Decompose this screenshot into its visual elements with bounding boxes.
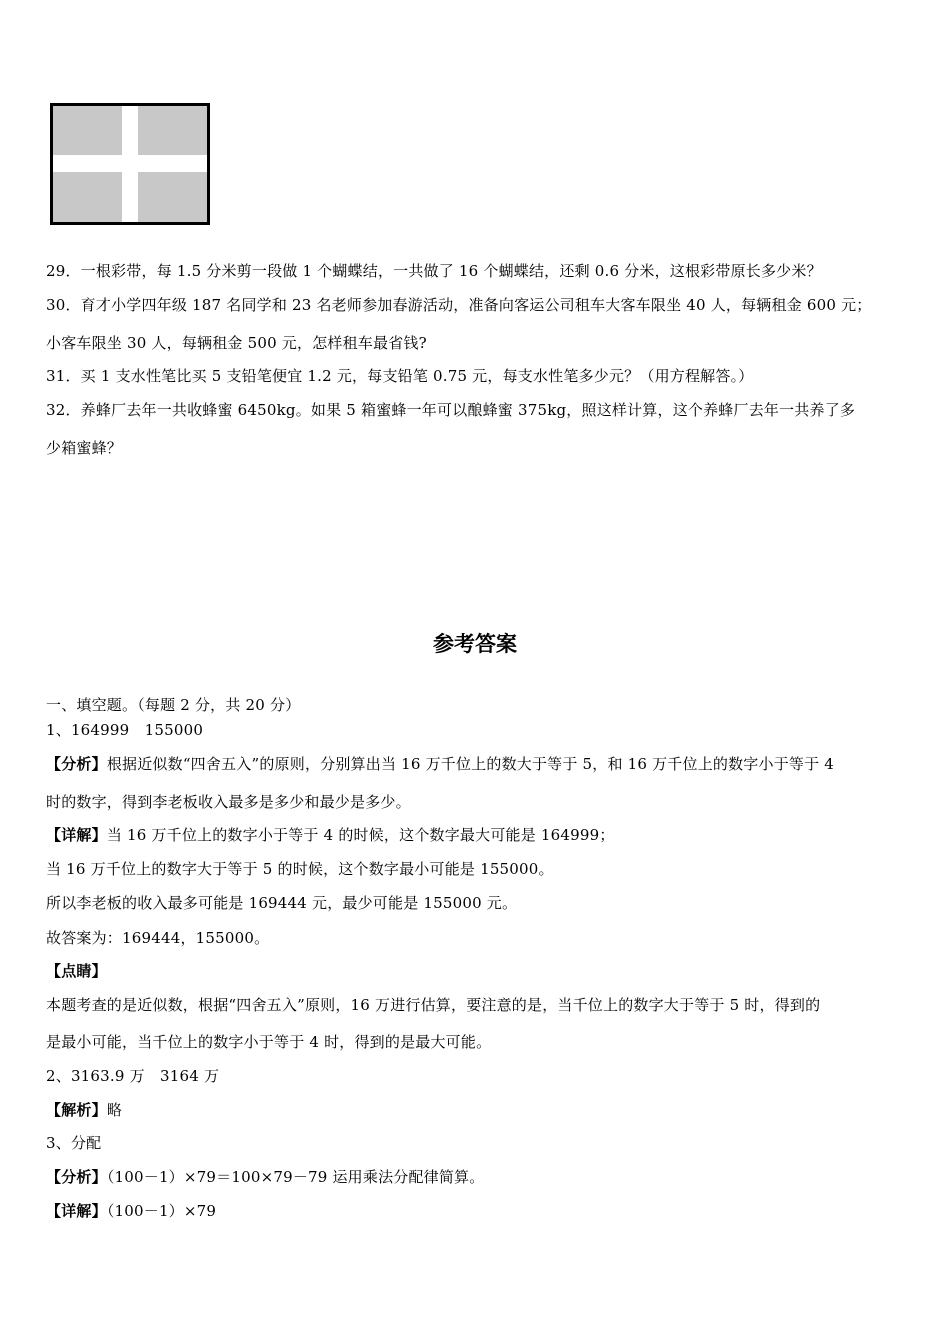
answer-1-detail-line-4: 故答案为：169444，155000。 <box>46 929 270 947</box>
answer-1-detail-line-3: 所以李老板的收入最多可能是 169444 元，最少可能是 155000 元。 <box>46 894 518 912</box>
cross-rectangle-figure <box>50 103 210 225</box>
answer-2-heading: 2、3163.9 万 3164 万 <box>46 1067 220 1085</box>
analysis-tag: 【分析】 <box>46 1168 107 1186</box>
question-30-line-2: 小客车限坐 30 人，每辆租金 500 元，怎样租车最省钱? <box>46 334 427 352</box>
answer-2-analysis <box>46 1101 122 1119</box>
detail-text: （100－1）×79 <box>106 1202 217 1220</box>
answer-1-comment-tag <box>46 962 107 980</box>
analysis-tag: 【分析】 <box>46 755 107 773</box>
answer-1-comment-line-2: 是最小可能，当千位上的数字小于等于 4 时，得到的是最大可能。 <box>46 1033 492 1051</box>
section-heading: 一、填空题。（每题 2 分，共 20 分） <box>46 696 301 714</box>
figure-horizontal-stripe <box>53 155 207 172</box>
answer-3-detail <box>46 1202 216 1220</box>
question-32-line-1: 32．养蜂厂去年一共收蜂蜜 6450kg。如果 5 箱蜜蜂一年可以酿蜂蜜 375kg，照这样计算，这个养蜂厂去年一共养了多 <box>46 401 856 419</box>
detail-tag: 【详解】 <box>46 826 107 844</box>
answer-1-detail-line-1 <box>46 826 615 844</box>
analysis-text: 根据近似数“四舍五入”的原则，分别算出当 16 万千位上的数大于等于 5，和 16 万千位上的数字小于等于 4 <box>106 755 835 773</box>
answer-1-analysis-line-1 <box>46 755 834 773</box>
answer-1-heading: 1、164999 155000 <box>46 721 204 739</box>
answer-3-analysis <box>46 1168 484 1186</box>
question-30-line-1: 30．育才小学四年级 187 名同学和 23 名老师参加春游活动，准备向客运公司租车大客车限坐 40 人，每辆租金 600 元； <box>46 296 872 314</box>
answer-3-heading: 3、分配 <box>46 1134 102 1152</box>
question-29: 29．一根彩带，每 1.5 分米剪一段做 1 个蝴蝶结，一共做了 16 个蝴蝶结，还剩 0.6 分米，这根彩带原长多少米？ <box>46 262 822 280</box>
analysis-text: 略 <box>106 1101 123 1119</box>
answer-1-analysis-line-2: 时的数字，得到李老板收入最多是多少和最少是多少。 <box>46 793 411 811</box>
detail-text: 当 16 万千位上的数字小于等于 4 的时候，这个数字最大可能是 164999； <box>106 826 615 844</box>
analysis-text: （100－1）×79＝100×79－79 运用乘法分配律简算。 <box>106 1168 485 1186</box>
question-32-line-2: 少箱蜜蜂？ <box>46 439 123 457</box>
question-31: 31．买 1 支水性笔比买 5 支铅笔便宜 1.2 元，每支铅笔 0.75 元，每支水性笔多少元？（用方程解答。） <box>46 367 754 385</box>
comment-tag: 【点睛】 <box>46 962 107 980</box>
analysis-tag: 【解析】 <box>46 1101 107 1119</box>
answer-1-comment-line-1: 本题考查的是近似数，根据“四舍五入”原则，16 万进行估算，要注意的是，当千位上的数字大于等于 5 时，得到的 <box>46 996 821 1014</box>
answer-1-detail-line-2: 当 16 万千位上的数字大于等于 5 的时候，这个数字最小可能是 155000。 <box>46 860 554 878</box>
detail-tag: 【详解】 <box>46 1202 107 1220</box>
answers-title: 参考答案 <box>433 631 517 656</box>
